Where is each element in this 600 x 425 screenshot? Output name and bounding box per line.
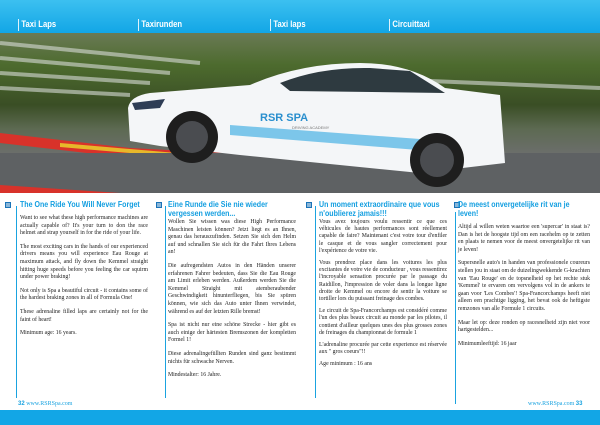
flag-uk-icon [5,202,11,208]
column-german [168,200,296,380]
header-band [0,0,600,33]
tab-circuittaxi-nl: Circuittaxi [389,19,430,31]
flag-germany-icon [156,202,162,208]
paragraph: Not only is Spa a beautiful circuit - it contains some of the hardest braking zones in all of Formula One! [20,287,148,302]
paragraph: Minimumleeftijd: 16 jaar [458,340,517,347]
column-divider [315,206,316,398]
column-title: De meest onvergetelijke rit van je leven! [458,200,570,218]
paragraph: Want to see what these high performance machines are actually capable of? It's your turn to don the race helmet and strap yourself in for the ride of your life. [20,215,148,237]
paragraph: Minimum age: 16 years. [20,330,77,337]
car-logo-text: RSR SPA [260,112,309,124]
footer-left [18,401,72,407]
paragraph: Spa ist nicht nur eine schöne Strecke - hier gibt es auch einige der härtesten Bremszonen der kompletten Formel 1! [168,322,296,344]
paragraph: Diese adrenalingefüllten Runden sind ganz bestimmt nichts für schwache Nerven. [168,350,296,365]
website-link[interactable]: www.RSRSpa.com [26,401,73,407]
column-dutch [458,200,590,348]
website-link[interactable]: www.RSRSpa.com [528,401,575,407]
column-french [319,200,447,369]
paragraph: Mindestalter: 16 Jahre. [168,372,222,379]
column-title: Eine Runde die Sie nie wieder vergessen werden... [168,200,268,218]
paragraph: L'adrenaline procurée par cette experience est réservée aux " gros coeurs"!! [319,342,447,356]
tab-taxi-laps-en: Taxi Laps [18,19,56,31]
column-divider [455,212,456,404]
paragraph: Age minimum : 16 ans [319,361,373,368]
flag-france-icon [306,202,312,208]
paragraph: Le circuit de Spa-Francorchamps est considéré comme l'un des plus beaux circuit au monde par les pilotes, il contient d'ailleur quelques unes des plus grosses zones de freinages du championnat de formule 1 [319,308,447,336]
column-divider [165,206,166,398]
paragraph: Vous prendrez place dans les voitures les plus excitantes de votre vie de conducteur , vous ressentirez l'incroyable sensation procurée par le passage du Raidillon, l'impression de voler dans la longue ligne droite de Kemmel ou encore de sentir la voiture se tortiller lors du puissant freinage des combes. [319,260,447,303]
column-title: The One Ride You Will Never Forget [20,200,140,209]
paragraph: The most exciting cars in the hands of our experienced drivers means you will experience Eau Rouge at maximum attack, and fly down the Kemmel straight hitting huge speeds before you feeling the car squirm under power braking! [20,243,148,281]
page-number-left: 32 [18,401,25,407]
paragraph: Altijd al willen weten waartoe een 'supercar' in staat is? Dan is het de hoogste tijd om een racehelm op te zetten en plaats te nemen voor de meest onvergetelijke rit van je leven! [458,224,590,253]
paragraph: Vous avez toujours voulu ressentir ce que ces véhicules de hautes performances sont réellement capable de faire? Maintenant c'est votre tour d'enfiler le casque et de vous sangler correctement pour l'expérience de votre vie. [319,219,447,254]
paragraph: Wollen Sie wissen was diese High Performance Maschinen leisten können? Jetzt liegt es an Ihnen, genau das herauszufinden. Setzen Sie sich den Helm auf und schnallen Sie sich für die Fahrt Ihres Lebens an! [168,219,296,256]
footer-band [0,410,600,425]
footer-right [528,401,582,407]
tab-taxirunden-de: Taxirunden [138,19,182,31]
car-photo [0,33,600,193]
column-title: Un moment extraordinaire que vous n'oublierez jamais!!! [319,200,440,218]
paragraph: Die aufregendsten Autos in den Händen unserer erfahrenen Fahrer bedeuten, dass Sie die Eau Rouge am Limit erleben werden. Außerdem werden Sie die Kemmel Straight mit atemberaubender Geschwindigkeit hinunterfliegen, bis Sie spüren können, wie sich das Auto unter Ihnen verwindet, während es auf der letzten Rille bremst! [168,262,296,315]
column-english [20,200,148,338]
paragraph: Supersnelle auto's in handen van professionele coureurs stellen jou in staat om de duizelingwekkende G-krachten van 'Eau Rouge' en de topsnelheid op het rechte stuk 'Kemmel' te ervaren om vervolgens vol in de ankers te gaan voor 'Les Combes'! Spa-Francorchamps heeft niet alleen een prachtige ligging, het bevat ook de heftigste remzones van alle Formule 1 circuits. [458,260,590,312]
paragraph: These adrenaline filled laps are certainly not for the faint of heart! [20,308,148,323]
svg-text:DRIVING ACADEMY: DRIVING ACADEMY [292,125,330,130]
paragraph: Maar let op: deze ronden op racesnelheid zijn niet voor hartgestelden... [458,319,590,334]
page-number-right: 33 [575,401,583,407]
tab-taxi-laps-fr: Taxi laps [270,19,306,31]
column-divider [16,206,17,398]
